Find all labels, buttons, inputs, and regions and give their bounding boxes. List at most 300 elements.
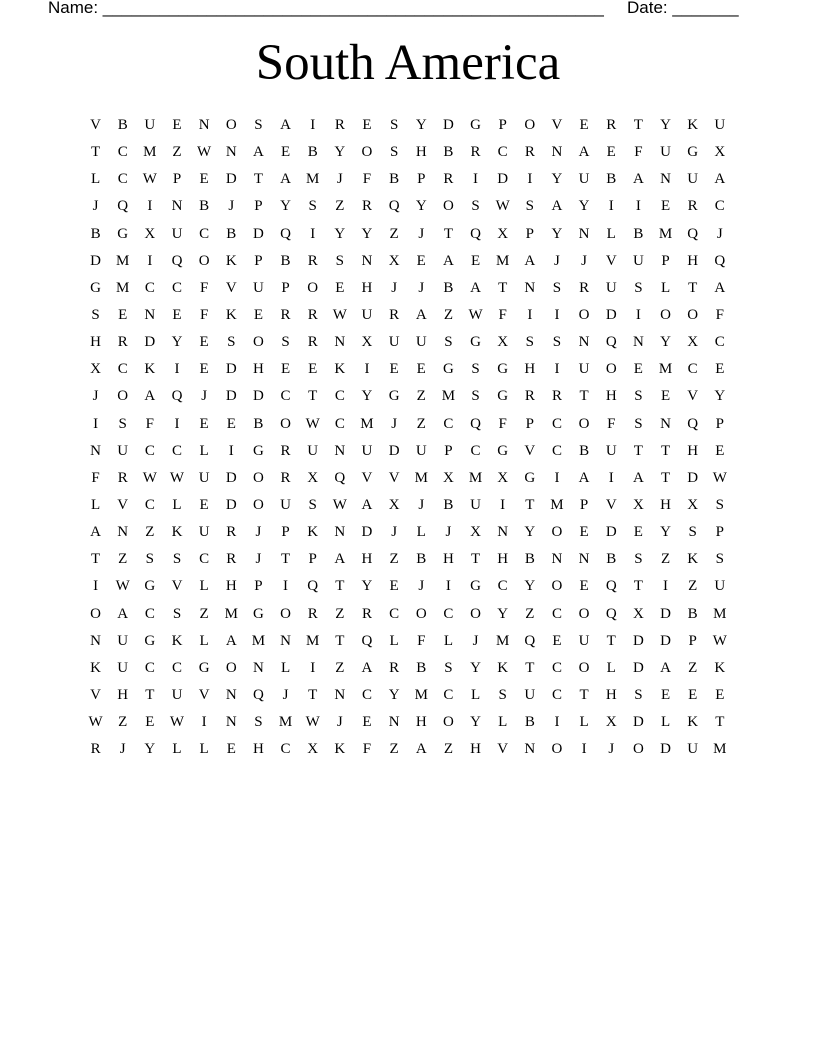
grid-letter: A bbox=[280, 117, 291, 134]
grid-letter: T bbox=[90, 551, 101, 568]
grid-row bbox=[82, 356, 733, 383]
grid-letter: J bbox=[119, 741, 126, 758]
grid-letter: Z bbox=[688, 659, 698, 676]
grid-letter: P bbox=[308, 551, 317, 568]
grid-letter: L bbox=[416, 524, 426, 541]
grid-letter: X bbox=[388, 497, 400, 514]
grid-letter: R bbox=[307, 307, 318, 324]
grid-row bbox=[82, 655, 733, 682]
grid-letter: F bbox=[498, 307, 507, 324]
grid-letter: N bbox=[252, 659, 264, 676]
grid-letter: D bbox=[660, 632, 671, 649]
grid-letter: R bbox=[117, 469, 128, 486]
grid-letter: C bbox=[144, 605, 155, 622]
grid-letter: R bbox=[226, 551, 237, 568]
grid-letter: W bbox=[712, 469, 727, 486]
grid-letter: S bbox=[91, 307, 100, 324]
grid-letter: H bbox=[524, 361, 536, 378]
grid-letter: J bbox=[445, 524, 452, 541]
grid-letter: L bbox=[660, 279, 671, 296]
grid-letter: G bbox=[442, 361, 454, 378]
grid-letter: M bbox=[116, 252, 130, 269]
grid-letter: E bbox=[172, 117, 182, 134]
grid-letter: Z bbox=[416, 388, 426, 405]
grid-row bbox=[82, 411, 733, 438]
grid-letter: E bbox=[416, 252, 426, 269]
grid-letter: K bbox=[687, 714, 699, 731]
grid-letter: D bbox=[632, 659, 644, 676]
grid-letter: I bbox=[364, 361, 370, 378]
grid-letter: D bbox=[252, 225, 264, 242]
grid-letter: G bbox=[90, 279, 101, 296]
grid-letter: F bbox=[362, 741, 372, 758]
grid-letter: Z bbox=[118, 551, 128, 568]
grid-letter: D bbox=[388, 442, 400, 459]
grid-letter: H bbox=[415, 144, 427, 161]
grid-letter: C bbox=[117, 171, 128, 188]
grid-letter: Z bbox=[660, 551, 671, 568]
grid-letter: N bbox=[524, 741, 536, 758]
grid-letter: R bbox=[687, 198, 698, 215]
grid-letter: N bbox=[551, 144, 563, 161]
grid-letter: T bbox=[308, 388, 318, 405]
grid-letter: L bbox=[389, 632, 399, 649]
grid-letter: A bbox=[524, 252, 536, 269]
grid-letter: L bbox=[579, 714, 589, 731]
grid-letter: R bbox=[579, 279, 590, 296]
grid-letter: Z bbox=[118, 714, 128, 731]
grid-letter: T bbox=[688, 279, 698, 296]
grid-letter: T bbox=[525, 497, 535, 514]
grid-letter: G bbox=[144, 632, 156, 649]
grid-letter: J bbox=[228, 198, 235, 215]
grid-letter: V bbox=[90, 687, 101, 704]
grid-letter: J bbox=[255, 524, 262, 541]
grid-letter: P bbox=[715, 524, 724, 541]
grid-letter: L bbox=[199, 741, 209, 758]
grid-letter: A bbox=[551, 198, 563, 215]
grid-letter: M bbox=[251, 632, 266, 649]
grid-letter: I bbox=[283, 578, 289, 595]
grid-letter: J bbox=[336, 714, 343, 731]
grid-letter: P bbox=[281, 524, 290, 541]
grid-letter: N bbox=[660, 171, 671, 188]
grid-letter: T bbox=[525, 659, 535, 676]
grid-letter: L bbox=[660, 714, 671, 731]
grid-letter: Z bbox=[443, 741, 453, 758]
grid-letter: S bbox=[281, 334, 290, 351]
grid-letter: B bbox=[416, 551, 427, 568]
grid-letter: T bbox=[633, 117, 643, 134]
grid-letter: L bbox=[199, 632, 209, 649]
grid-letter: B bbox=[524, 551, 535, 568]
grid-letter: Y bbox=[551, 225, 563, 242]
grid-letter: X bbox=[632, 497, 644, 514]
grid-letter: T bbox=[335, 632, 345, 649]
grid-letter: L bbox=[172, 497, 182, 514]
grid-letter: Q bbox=[605, 578, 617, 595]
grid-letter: T bbox=[498, 279, 508, 296]
grid-letter: X bbox=[307, 741, 319, 758]
grid-letter: M bbox=[496, 252, 510, 269]
grid-letter: H bbox=[605, 388, 617, 405]
grid-letter: U bbox=[388, 334, 400, 351]
grid-letter: N bbox=[90, 442, 101, 459]
grid-letter: F bbox=[417, 632, 426, 649]
grid-letter: E bbox=[118, 307, 128, 324]
grid-letter: T bbox=[660, 469, 671, 486]
grid-letter: P bbox=[254, 252, 263, 269]
grid-letter: D bbox=[442, 117, 454, 134]
grid-letter: M bbox=[143, 144, 157, 161]
grid-letter: Q bbox=[470, 225, 481, 242]
grid-letter: I bbox=[608, 198, 614, 215]
grid-letter: P bbox=[172, 171, 182, 188]
grid-letter: D bbox=[225, 361, 237, 378]
grid-letter: O bbox=[578, 415, 590, 432]
grid-letter: U bbox=[117, 442, 129, 459]
grid-row bbox=[82, 438, 733, 465]
grid-letter: I bbox=[554, 307, 560, 324]
grid-letter: V bbox=[605, 252, 617, 269]
grid-letter: C bbox=[714, 334, 725, 351]
grid-letter: N bbox=[388, 714, 400, 731]
grid-letter: K bbox=[334, 361, 346, 378]
grid-letter: C bbox=[361, 687, 372, 704]
grid-letter: U bbox=[361, 307, 373, 324]
grid-row bbox=[82, 465, 733, 492]
grid-letter: C bbox=[551, 605, 562, 622]
grid-letter: U bbox=[415, 442, 427, 459]
grid-letter: M bbox=[414, 469, 428, 486]
grid-letter: M bbox=[278, 714, 293, 731]
grid-letter: U bbox=[307, 442, 319, 459]
grid-letter: I bbox=[554, 469, 560, 486]
grid-letter: H bbox=[225, 578, 237, 595]
grid-letter: N bbox=[334, 687, 346, 704]
grid-letter: I bbox=[500, 497, 506, 514]
grid-letter: Y bbox=[470, 659, 481, 676]
grid-row bbox=[82, 302, 733, 329]
grid-letter: I bbox=[635, 307, 641, 324]
grid-letter: P bbox=[281, 279, 290, 296]
name-field-label: Name: _____________________________________________________ bbox=[48, 0, 604, 17]
grid-letter: T bbox=[90, 144, 101, 161]
grid-letter: J bbox=[418, 578, 425, 595]
grid-letter: O bbox=[198, 252, 210, 269]
grid-row bbox=[82, 139, 733, 166]
grid-letter: X bbox=[497, 469, 509, 486]
grid-letter: E bbox=[389, 578, 399, 595]
grid-letter: O bbox=[632, 741, 644, 758]
grid-letter: N bbox=[198, 117, 210, 134]
grid-letter: E bbox=[552, 632, 562, 649]
grid-letter: C bbox=[334, 415, 345, 432]
grid-letter: X bbox=[90, 361, 101, 378]
grid-letter: H bbox=[90, 334, 101, 351]
grid-letter: Z bbox=[525, 605, 535, 622]
grid-letter: W bbox=[88, 714, 103, 731]
grid-letter: B bbox=[633, 225, 644, 242]
grid-letter: I bbox=[310, 225, 316, 242]
grid-letter: S bbox=[498, 687, 507, 704]
grid-letter: A bbox=[415, 307, 427, 324]
grid-row bbox=[82, 248, 733, 275]
grid-letter: W bbox=[115, 578, 130, 595]
grid-letter: Y bbox=[714, 388, 726, 405]
grid-letter: H bbox=[470, 741, 481, 758]
grid-letter: K bbox=[687, 551, 699, 568]
grid-letter: R bbox=[226, 524, 237, 541]
grid-letter: D bbox=[497, 171, 509, 188]
grid-letter: P bbox=[688, 632, 697, 649]
grid-letter: F bbox=[498, 415, 507, 432]
grid-letter: B bbox=[416, 659, 427, 676]
grid-letter: S bbox=[389, 144, 399, 161]
grid-letter: G bbox=[252, 605, 264, 622]
grid-letter: F bbox=[362, 171, 372, 188]
grid-letter: A bbox=[442, 252, 454, 269]
grid-letter: J bbox=[391, 415, 398, 432]
grid-letter: W bbox=[305, 714, 320, 731]
grid-letter: Q bbox=[605, 605, 617, 622]
grid-letter: S bbox=[634, 279, 643, 296]
grid-letter: E bbox=[579, 117, 589, 134]
grid-letter: U bbox=[578, 361, 590, 378]
grid-letter: S bbox=[525, 198, 534, 215]
page-title: South America bbox=[255, 35, 561, 91]
grid-letter: J bbox=[418, 279, 425, 296]
grid-row bbox=[82, 682, 733, 709]
grid-letter: E bbox=[389, 361, 399, 378]
grid-letter: N bbox=[225, 144, 237, 161]
grid-letter: A bbox=[578, 144, 590, 161]
grid-letter: J bbox=[92, 388, 99, 405]
grid-letter: C bbox=[687, 361, 698, 378]
grid-letter: U bbox=[198, 524, 210, 541]
grid-letter: S bbox=[254, 714, 263, 731]
grid-letter: E bbox=[633, 361, 643, 378]
grid-letter: C bbox=[551, 659, 562, 676]
grid-letter: F bbox=[634, 144, 643, 161]
grid-letter: Y bbox=[280, 198, 291, 215]
grid-letter: G bbox=[252, 442, 264, 459]
grid-letter: P bbox=[661, 252, 670, 269]
grid-letter: U bbox=[144, 117, 156, 134]
grid-letter: M bbox=[713, 741, 727, 758]
grid-letter: X bbox=[687, 497, 699, 514]
grid-letter: W bbox=[142, 171, 157, 188]
grid-letter: N bbox=[497, 524, 509, 541]
grid-letter: Z bbox=[145, 524, 155, 541]
grid-letter: T bbox=[579, 388, 589, 405]
grid-letter: E bbox=[579, 578, 589, 595]
grid-letter: D bbox=[144, 334, 156, 351]
grid-letter: S bbox=[634, 687, 643, 704]
grid-letter: N bbox=[225, 687, 237, 704]
grid-letter: Q bbox=[605, 334, 617, 351]
grid-letter: S bbox=[308, 497, 317, 514]
grid-letter: O bbox=[551, 741, 563, 758]
grid-letter: T bbox=[715, 714, 725, 731]
grid-letter: P bbox=[254, 198, 263, 215]
grid-letter: Y bbox=[361, 578, 373, 595]
grid-letter: Q bbox=[171, 252, 183, 269]
grid-letter: K bbox=[144, 361, 156, 378]
grid-letter: O bbox=[660, 307, 671, 324]
grid-letter: U bbox=[687, 741, 699, 758]
grid-letter: P bbox=[579, 497, 589, 514]
grid-letter: R bbox=[524, 144, 535, 161]
grid-letter: G bbox=[470, 334, 481, 351]
grid-letter: C bbox=[144, 442, 155, 459]
grid-letter: W bbox=[169, 714, 185, 731]
grid-letter: E bbox=[715, 687, 725, 704]
grid-letter: R bbox=[307, 252, 318, 269]
grid-letter: X bbox=[361, 334, 373, 351]
grid-letter: H bbox=[687, 252, 699, 269]
grid-row bbox=[82, 736, 733, 763]
grid-letter: P bbox=[498, 117, 507, 134]
grid-letter: C bbox=[389, 605, 400, 622]
grid-letter: S bbox=[471, 198, 480, 215]
grid-letter: L bbox=[90, 171, 101, 188]
grid-letter: O bbox=[225, 659, 237, 676]
grid-letter: E bbox=[660, 388, 671, 405]
grid-letter: O bbox=[578, 307, 590, 324]
grid-letter: R bbox=[280, 469, 291, 486]
grid-letter: Q bbox=[117, 198, 129, 215]
grid-letter: Q bbox=[714, 252, 726, 269]
grid-letter: O bbox=[307, 279, 319, 296]
grid-letter: F bbox=[91, 469, 100, 486]
grid-letter: O bbox=[551, 524, 563, 541]
grid-letter: H bbox=[361, 279, 373, 296]
grid-row bbox=[82, 329, 733, 356]
grid-letter: J bbox=[418, 225, 425, 242]
grid-letter: C bbox=[280, 741, 291, 758]
grid-letter: J bbox=[418, 497, 425, 514]
grid-letter: Y bbox=[660, 524, 671, 541]
grid-letter: S bbox=[634, 415, 643, 432]
grid-letter: J bbox=[554, 252, 560, 269]
grid-letter: M bbox=[713, 605, 727, 622]
grid-letter: J bbox=[472, 632, 479, 649]
grid-letter: O bbox=[117, 388, 129, 405]
grid-letter: O bbox=[280, 605, 291, 622]
grid-letter: O bbox=[442, 198, 454, 215]
grid-letter: M bbox=[306, 171, 320, 188]
grid-letter: H bbox=[497, 551, 509, 568]
grid-letter: U bbox=[605, 279, 617, 296]
grid-row bbox=[82, 601, 733, 628]
grid-letter: O bbox=[90, 605, 101, 622]
grid-letter: D bbox=[225, 171, 237, 188]
grid-letter: S bbox=[471, 388, 480, 405]
grid-letter: H bbox=[660, 497, 671, 514]
grid-letter: H bbox=[361, 551, 373, 568]
grid-letter: S bbox=[715, 497, 724, 514]
grid-letter: O bbox=[470, 605, 481, 622]
grid-letter: E bbox=[633, 524, 643, 541]
grid-letter: Y bbox=[171, 334, 183, 351]
grid-letter: O bbox=[252, 497, 264, 514]
grid-letter: B bbox=[606, 551, 617, 568]
grid-letter: G bbox=[687, 144, 699, 161]
grid-letter: X bbox=[307, 469, 319, 486]
grid-letter: G bbox=[470, 117, 481, 134]
grid-letter: D bbox=[605, 307, 617, 324]
grid-letter: U bbox=[280, 497, 291, 514]
grid-letter: I bbox=[554, 714, 560, 731]
grid-letter: Q bbox=[470, 415, 481, 432]
grid-letter: B bbox=[606, 171, 617, 188]
grid-letter: U bbox=[171, 225, 183, 242]
grid-letter: Y bbox=[361, 225, 373, 242]
grid-letter: E bbox=[660, 687, 671, 704]
grid-letter: I bbox=[527, 307, 533, 324]
grid-letter: A bbox=[660, 659, 671, 676]
grid-letter: U bbox=[714, 117, 726, 134]
grid-letter: W bbox=[468, 307, 483, 324]
grid-row bbox=[82, 166, 733, 193]
grid-letter: U bbox=[117, 632, 129, 649]
grid-letter: A bbox=[470, 279, 481, 296]
grid-letter: E bbox=[199, 171, 209, 188]
grid-letter: J bbox=[716, 225, 723, 242]
grid-letter: A bbox=[117, 605, 129, 622]
grid-letter: E bbox=[199, 415, 209, 432]
grid-letter: B bbox=[443, 279, 454, 296]
date-field-label: Date: _______ bbox=[627, 0, 739, 17]
grid-letter: Z bbox=[416, 415, 426, 432]
grid-letter: O bbox=[252, 469, 264, 486]
grid-letter: Y bbox=[144, 741, 156, 758]
grid-letter: N bbox=[578, 225, 590, 242]
grid-letter: C bbox=[144, 659, 155, 676]
grid-letter: O bbox=[225, 117, 237, 134]
grid-letter: U bbox=[470, 497, 481, 514]
grid-letter: C bbox=[497, 578, 508, 595]
grid-letter: J bbox=[201, 388, 208, 405]
grid-letter: A bbox=[280, 171, 291, 188]
grid-letter: C bbox=[144, 497, 155, 514]
grid-letter: S bbox=[308, 198, 317, 215]
grid-letter: Y bbox=[660, 117, 671, 134]
grid-letter: T bbox=[443, 225, 453, 242]
grid-letter: S bbox=[525, 334, 534, 351]
grid-letter: M bbox=[360, 415, 374, 432]
grid-letter: Y bbox=[415, 198, 427, 215]
grid-letter: E bbox=[470, 252, 481, 269]
grid-letter: G bbox=[470, 578, 481, 595]
grid-letter: K bbox=[334, 741, 346, 758]
grid-letter: B bbox=[443, 144, 454, 161]
grid-letter: I bbox=[310, 117, 316, 134]
grid-letter: S bbox=[715, 551, 724, 568]
grid-letter: X bbox=[605, 714, 617, 731]
grid-letter: X bbox=[388, 252, 400, 269]
grid-letter: X bbox=[442, 469, 454, 486]
grid-letter: A bbox=[632, 171, 644, 188]
grid-letter: W bbox=[332, 307, 347, 324]
grid-letter: I bbox=[174, 361, 180, 378]
grid-letter: B bbox=[687, 605, 698, 622]
grid-letter: T bbox=[308, 687, 318, 704]
grid-letter: Y bbox=[388, 687, 400, 704]
grid-letter: J bbox=[336, 171, 343, 188]
grid-letter: P bbox=[525, 225, 534, 242]
